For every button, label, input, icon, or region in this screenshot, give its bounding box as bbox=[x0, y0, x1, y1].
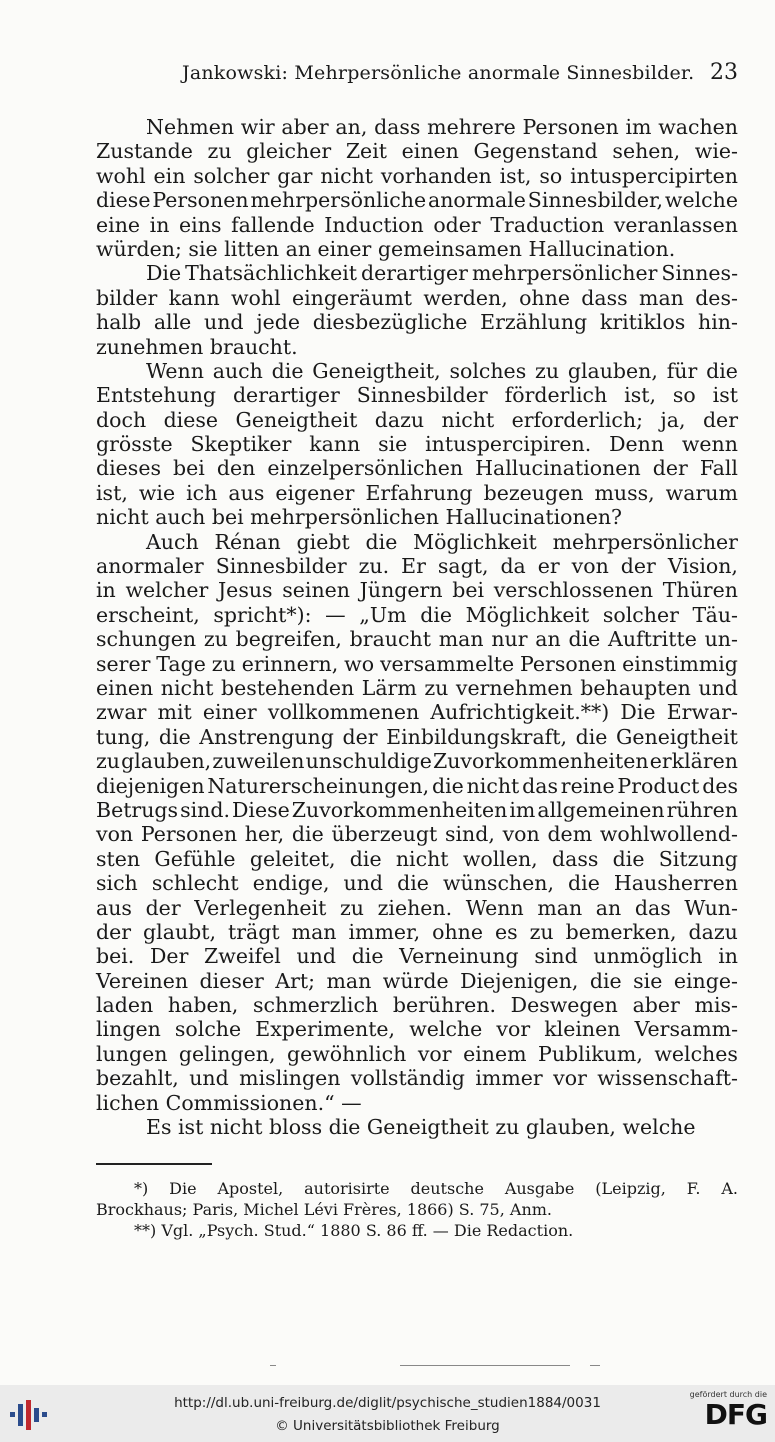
scan-artifacts bbox=[270, 1365, 610, 1375]
running-title: Jankowski: Mehrpersönliche anormale Sinnesbilder. bbox=[182, 62, 695, 84]
text-line: lungen gelingen, gewöhnlich vor einem Publikum, welches bbox=[96, 1041, 738, 1066]
paragraph bbox=[96, 115, 738, 261]
text-line: zwar mit einer vollkommenen Aufrichtigkeit.**) Die Erwar- bbox=[96, 700, 738, 725]
permalink-url[interactable]: http://dl.ub.uni-freiburg.de/diglit/psychische_studien1884/0031 bbox=[174, 1395, 601, 1411]
text-line: zunehmen braucht. bbox=[96, 334, 298, 359]
running-header bbox=[96, 62, 738, 92]
text-line: wohl ein solcher gar nicht vorhanden ist, so intuspercipirten bbox=[96, 163, 738, 188]
footnote-line: **) Vgl. „Psych. Stud.“ 1880 S. 86 ff. — Die Redaction. bbox=[134, 1221, 574, 1240]
text-line: Betrugs sind. Diese Zuvorkommenheiten im allgemeinen rühren bbox=[96, 797, 738, 822]
text-line: sich schlecht endige, und die wünschen, die Hausherren bbox=[96, 871, 738, 896]
sponsor-caption: gefördert durch die bbox=[689, 1390, 767, 1399]
text-line: Vereinen dieser Art; man würde Diejenigen, die sie einge- bbox=[96, 968, 738, 993]
text-line: bei. Der Zweifel und die Verneinung sind unmöglich in bbox=[96, 944, 738, 969]
viewer-footer bbox=[0, 1385, 775, 1442]
text-line: diese Personen mehrpersönliche anormale Sinnesbilder, welche bbox=[96, 188, 738, 213]
body-text bbox=[96, 115, 738, 1139]
paragraph bbox=[96, 261, 738, 359]
text-line: grösste Skeptiker kann sie intuspercipiren. Denn wenn bbox=[96, 432, 738, 457]
text-line: lichen Commissionen.“ — bbox=[96, 1090, 362, 1115]
text-line: bilder kann wohl eingeräumt werden, ohne dass man des- bbox=[96, 285, 738, 310]
text-line: serer Tage zu erinnern, wo versammelte Personen einstimmig bbox=[96, 651, 738, 676]
text-line: erscheint, spricht*): — „Um die Möglichkeit solcher Täu- bbox=[96, 602, 738, 627]
paragraph bbox=[96, 359, 738, 530]
text-line: halb alle und jede diesbezügliche Erzählung kritiklos hin- bbox=[96, 310, 738, 335]
text-line: Auch Rénan giebt die Möglichkeit mehrpersönlicher bbox=[146, 529, 738, 554]
footnote-line: *) Die Apostel, autorisirte deutsche Ausgabe (Leipzig, F. A. bbox=[134, 1179, 738, 1198]
text-line: tung, die Anstrengung der Einbildungskraft, die Geneigtheit bbox=[96, 724, 738, 749]
text-line: doch diese Geneigtheit dazu nicht erforderlich; ja, der bbox=[96, 407, 738, 432]
text-line: lingen solche Experimente, welche vor kleinen Versamm- bbox=[96, 1017, 738, 1042]
dfg-logo[interactable] bbox=[687, 1390, 767, 1438]
text-line: sten Gefühle geleitet, die nicht wollen, dass die Sitzung bbox=[96, 846, 738, 871]
text-line: nicht auch bei mehrpersönlichen Hallucinationen? bbox=[96, 505, 623, 530]
text-line: der glaubt, trägt man immer, ohne es zu bemerken, dazu bbox=[96, 919, 738, 944]
copyright-notice: © Universitätsbibliothek Freiburg bbox=[275, 1418, 500, 1434]
text-line: aus der Verlegenheit zu ziehen. Wenn man an das Wun- bbox=[96, 895, 738, 920]
text-line: von Personen her, die überzeugt sind, von dem wohlwollend- bbox=[96, 822, 738, 847]
page-number: 23 bbox=[710, 60, 738, 85]
text-line: Die Thatsächlichkeit derartiger mehrpersönlicher Sinnes- bbox=[146, 261, 738, 286]
text-line: diejenigen Naturerscheinungen, die nicht das reine Product des bbox=[96, 773, 738, 798]
text-line: Nehmen wir aber an, dass mehrere Personen im wachen bbox=[146, 115, 738, 139]
text-line: Wenn auch die Geneigtheit, solches zu glauben, für die bbox=[146, 358, 738, 383]
text-line: ist, wie ich aus eigener Erfahrung bezeugen muss, warum bbox=[96, 480, 738, 505]
text-line: würden; sie litten an einer gemeinsamen Hallucination. bbox=[96, 236, 676, 261]
footnotes bbox=[96, 1178, 738, 1241]
text-line: eine in eins fallende Induction oder Traduction veranlassen bbox=[96, 212, 738, 237]
text-line: schungen zu begreifen, braucht man nur an die Auftritte un- bbox=[96, 627, 738, 652]
paragraph bbox=[96, 530, 738, 1115]
text-line: laden haben, schmerzlich berühren. Deswegen aber mis- bbox=[96, 993, 738, 1018]
text-line: dieses bei den einzelpersönlichen Hallucinationen der Fall bbox=[96, 456, 738, 481]
text-line: bezahlt, und mislingen vollständig immer vor wissenschaft- bbox=[96, 1066, 738, 1091]
dfg-logo-text: DFG bbox=[704, 1398, 767, 1431]
text-line: Entstehung derartiger Sinnesbilder förderlich ist, so ist bbox=[96, 383, 738, 408]
text-line: zu glauben, zuweilen unschuldige Zuvorkommenheiten erklären bbox=[96, 749, 738, 774]
text-line: in welcher Jesus seinen Jüngern bei verschlossenen Thüren bbox=[96, 578, 738, 603]
footnote-rule bbox=[96, 1163, 212, 1165]
text-line: einen nicht bestehenden Lärm zu vernehmen behaupten und bbox=[96, 675, 738, 700]
text-line: anormaler Sinnesbilder zu. Er sagt, da er von der Vision, bbox=[96, 554, 738, 579]
text-line: Zustande zu gleicher Zeit einen Gegenstand sehen, wie- bbox=[96, 139, 738, 164]
footnote-line: Brockhaus; Paris, Michel Lévi Frères, 1866) S. 75, Anm. bbox=[96, 1200, 553, 1219]
paragraph bbox=[96, 1115, 738, 1139]
text-line: Es ist nicht bloss die Geneigtheit zu glauben, welche bbox=[146, 1115, 696, 1140]
